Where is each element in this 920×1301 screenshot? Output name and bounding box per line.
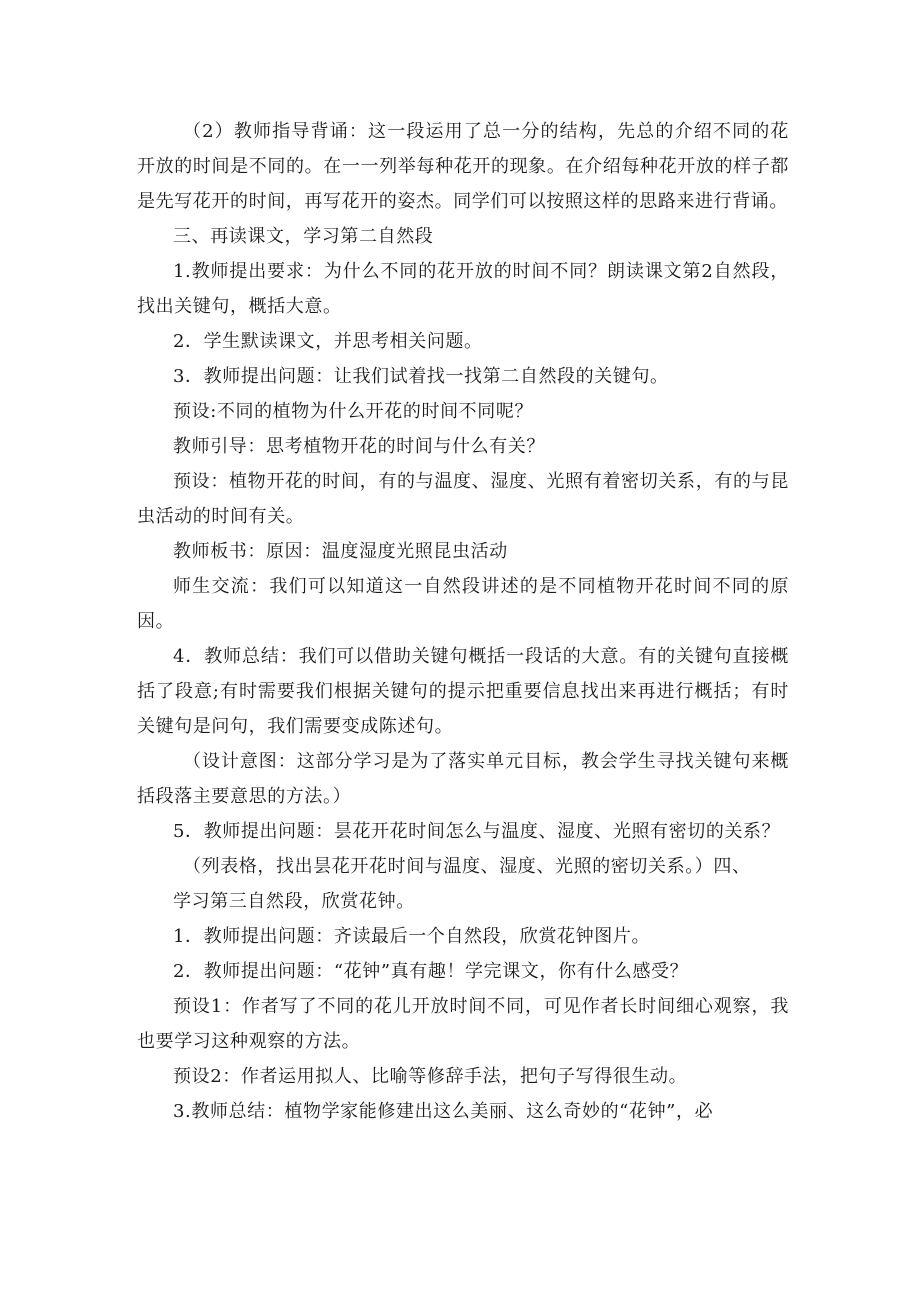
paragraph-silent-reading: 2．学生默读课文，并思考相关问题。 bbox=[173, 331, 483, 352]
paragraph-teacher-guide: 教师引导：思考植物开花的时间与什么有关？ bbox=[173, 436, 545, 457]
paragraph-recitation-guide: （2）教师指导背诵：这一段运用了总一分的结构，先总的介绍不同的花开放的时间是不同的。在一一列举每种花开的现象。在介绍每种花开放的样子都是先写花开的时间，再写花开的姿杰。同学们可以按照这样的思路来进行背诵。 bbox=[137, 121, 789, 212]
paragraph-table-note: （列表格，找出昙花开花时间与温度、湿度、光照的密切关系。）四、 bbox=[183, 856, 751, 877]
paragraph-discussion: 师生交流：我们可以知道这一自然段讲述的是不同植物开花时间不同的原因。 bbox=[137, 576, 789, 632]
document-page bbox=[137, 114, 789, 1129]
section-heading-4: 学习第三自然段，欣赏花钟。 bbox=[173, 891, 415, 912]
paragraph-teacher-request: 1.教师提出要求：为什么不同的花开放的时间不同？朗读课文第2自然段，找出关键句，概括大意。 bbox=[137, 261, 789, 317]
paragraph-design-intent: （设计意图：这部分学习是为了落实单元目标，教会学生寻找关键句来概括段落主要意思的方法。） bbox=[137, 751, 789, 807]
paragraph-teacher-question-3: 3．教师提出问题：让我们试着找一找第二自然段的关键句。 bbox=[173, 366, 669, 387]
paragraph-blackboard: 教师板书：原因：温度湿度光照昆虫活动 bbox=[173, 541, 508, 562]
paragraph-preset-feeling-2: 预设2：作者运用拟人、比喻等修辞手法，把句子写得很生动。 bbox=[173, 1066, 688, 1087]
paragraph-preset-1: 预设:不同的植物为什么开花的时间不同呢？ bbox=[173, 401, 534, 422]
paragraph-teacher-summary-4: 4．教师总结：我们可以借助关键句概括一段话的大意。有的关键句直接概括了段意;有时需要我们根据关键句的提示把重要信息找出来再进行概括；有时关键句是问句，我们需要变成陈述句。 bbox=[137, 646, 789, 737]
paragraph-teacher-question-5: 5．教师提出问题：昙花开花时间怎么与温度、湿度、光照有密切的关系？ bbox=[173, 821, 781, 842]
section-heading-3: 三、再读课文，学习第二自然段 bbox=[173, 226, 434, 247]
paragraph-preset-2: 预设：植物开花的时间，有的与温度、湿度、光照有着密切关系，有的与昆虫活动的时间有关。 bbox=[137, 471, 789, 527]
paragraph-question-read-aloud: 1．教师提出问题：齐读最后一个自然段，欣赏花钟图片。 bbox=[173, 926, 651, 947]
paragraph-question-feeling: 2．教师提出问题：“花钟”真有趣！学完课文，你有什么感受？ bbox=[173, 961, 689, 982]
paragraph-teacher-summary-final: 3.教师总结：植物学家能修建出这么美丽、这么奇妙的“花钟”，必 bbox=[173, 1101, 714, 1122]
paragraph-preset-feeling-1: 预设1：作者写了不同的花儿开放时间不同，可见作者长时间细心观察，我也要学习这种观察的方法。 bbox=[137, 996, 789, 1052]
